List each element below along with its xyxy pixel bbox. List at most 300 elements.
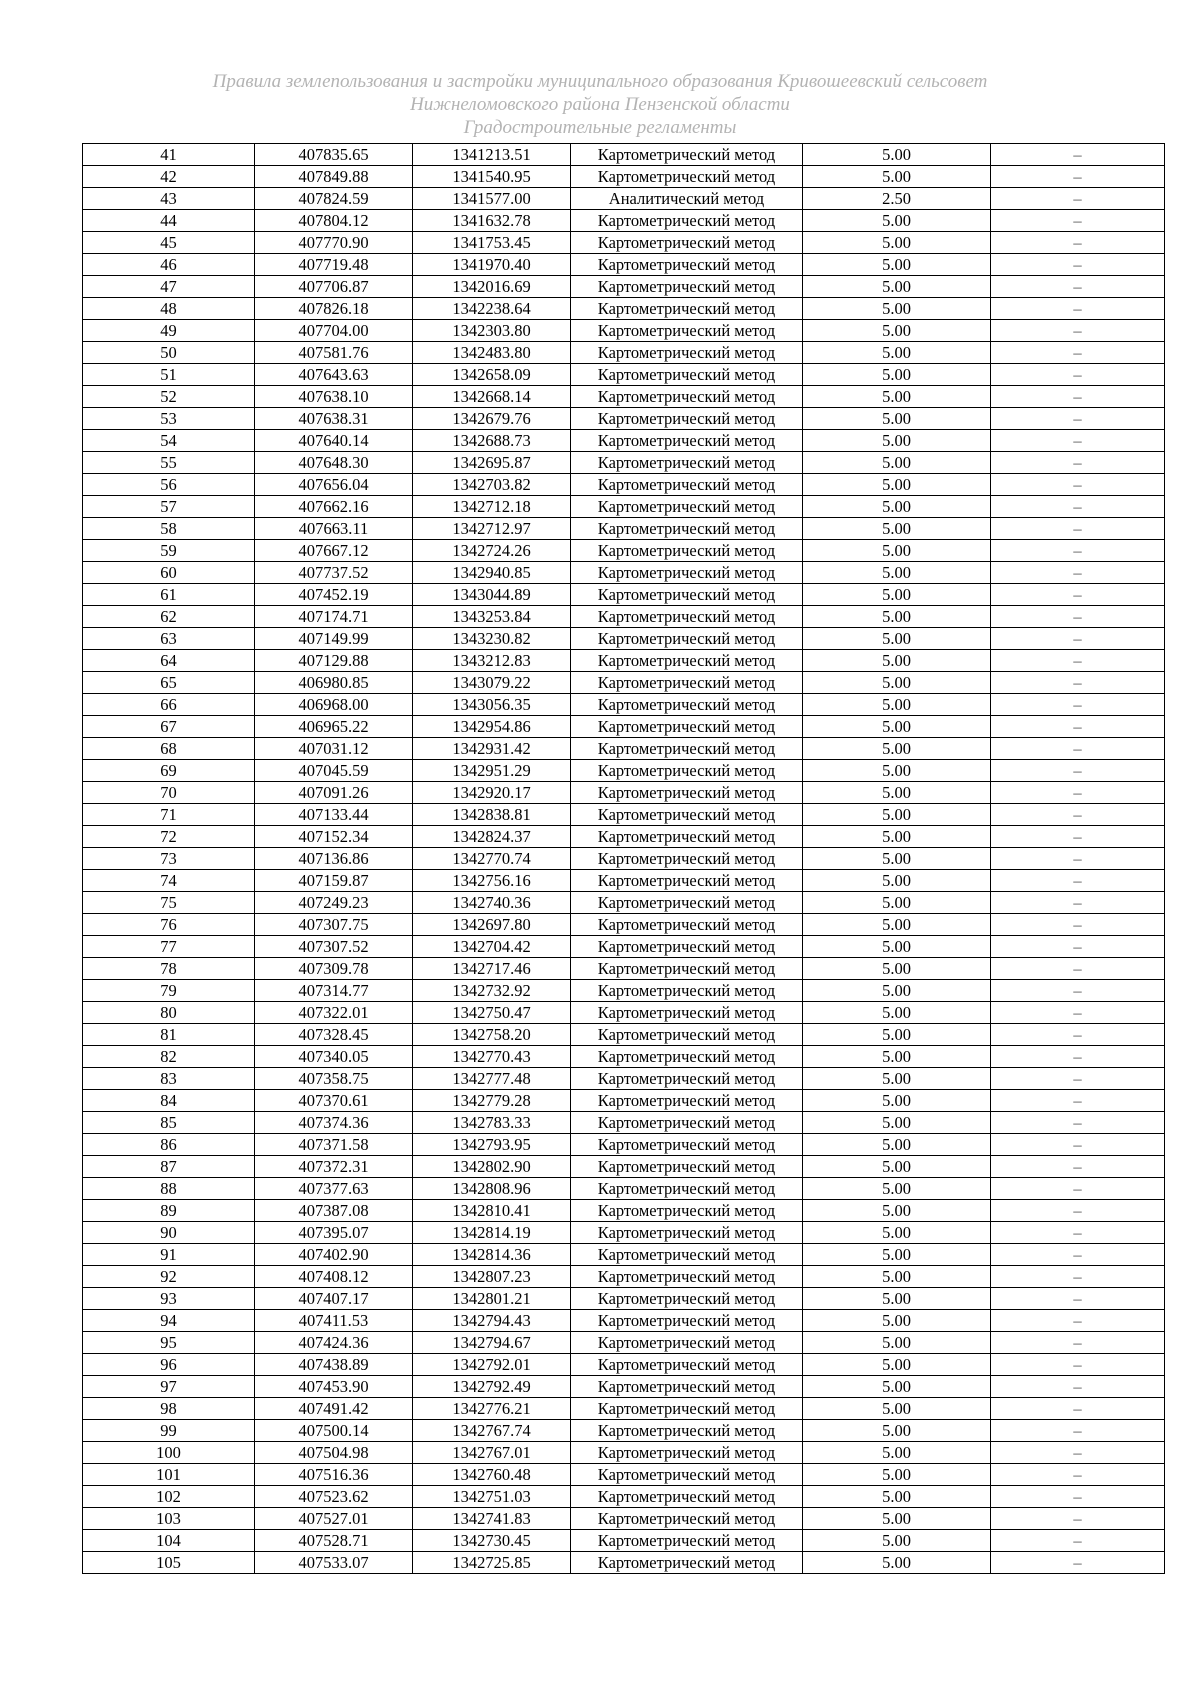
x-coordinate-cell: 407719.48 xyxy=(255,254,413,276)
x-coordinate-cell: 407249.23 xyxy=(255,892,413,914)
method-cell: Картометрический метод xyxy=(571,210,803,232)
accuracy-cell: 5.00 xyxy=(803,760,991,782)
y-coordinate-cell: 1343230.82 xyxy=(413,628,571,650)
x-coordinate-cell: 407152.34 xyxy=(255,826,413,848)
method-cell: Картометрический метод xyxy=(571,298,803,320)
note-cell: – xyxy=(991,848,1165,870)
point-number-cell: 53 xyxy=(83,408,255,430)
x-coordinate-cell: 407527.01 xyxy=(255,1508,413,1530)
method-cell: Картометрический метод xyxy=(571,1288,803,1310)
note-cell: – xyxy=(991,540,1165,562)
note-cell: – xyxy=(991,1310,1165,1332)
note-cell: – xyxy=(991,1112,1165,1134)
x-coordinate-cell: 407159.87 xyxy=(255,870,413,892)
method-cell: Картометрический метод xyxy=(571,1442,803,1464)
table-row xyxy=(83,738,1165,760)
method-cell: Картометрический метод xyxy=(571,1508,803,1530)
method-cell: Картометрический метод xyxy=(571,518,803,540)
table-row xyxy=(83,298,1165,320)
x-coordinate-cell: 407136.86 xyxy=(255,848,413,870)
table-row xyxy=(83,1420,1165,1442)
y-coordinate-cell: 1342838.81 xyxy=(413,804,571,826)
y-coordinate-cell: 1342016.69 xyxy=(413,276,571,298)
y-coordinate-cell: 1342751.03 xyxy=(413,1486,571,1508)
point-number-cell: 101 xyxy=(83,1464,255,1486)
accuracy-cell: 5.00 xyxy=(803,716,991,738)
accuracy-cell: 5.00 xyxy=(803,342,991,364)
accuracy-cell: 5.00 xyxy=(803,958,991,980)
method-cell: Картометрический метод xyxy=(571,892,803,914)
note-cell: – xyxy=(991,1530,1165,1552)
note-cell: – xyxy=(991,276,1165,298)
method-cell: Картометрический метод xyxy=(571,1552,803,1574)
y-coordinate-cell: 1342807.23 xyxy=(413,1266,571,1288)
point-number-cell: 74 xyxy=(83,870,255,892)
y-coordinate-cell: 1342770.74 xyxy=(413,848,571,870)
point-number-cell: 70 xyxy=(83,782,255,804)
accuracy-cell: 5.00 xyxy=(803,694,991,716)
accuracy-cell: 5.00 xyxy=(803,276,991,298)
coordinates-table-body xyxy=(83,144,1165,1574)
x-coordinate-cell: 407374.36 xyxy=(255,1112,413,1134)
note-cell: – xyxy=(991,936,1165,958)
y-coordinate-cell: 1342808.96 xyxy=(413,1178,571,1200)
x-coordinate-cell: 407411.53 xyxy=(255,1310,413,1332)
accuracy-cell: 5.00 xyxy=(803,1288,991,1310)
method-cell: Картометрический метод xyxy=(571,980,803,1002)
x-coordinate-cell: 407581.76 xyxy=(255,342,413,364)
accuracy-cell: 5.00 xyxy=(803,1332,991,1354)
point-number-cell: 69 xyxy=(83,760,255,782)
x-coordinate-cell: 407528.71 xyxy=(255,1530,413,1552)
accuracy-cell: 5.00 xyxy=(803,540,991,562)
x-coordinate-cell: 407770.90 xyxy=(255,232,413,254)
table-row xyxy=(83,1244,1165,1266)
accuracy-cell: 5.00 xyxy=(803,980,991,1002)
y-coordinate-cell: 1341753.45 xyxy=(413,232,571,254)
note-cell: – xyxy=(991,518,1165,540)
table-row xyxy=(83,958,1165,980)
point-number-cell: 79 xyxy=(83,980,255,1002)
accuracy-cell: 5.00 xyxy=(803,1178,991,1200)
table-row xyxy=(83,562,1165,584)
note-cell: – xyxy=(991,716,1165,738)
table-row xyxy=(83,804,1165,826)
y-coordinate-cell: 1342920.17 xyxy=(413,782,571,804)
y-coordinate-cell: 1343253.84 xyxy=(413,606,571,628)
table-row xyxy=(83,1354,1165,1376)
accuracy-cell: 5.00 xyxy=(803,166,991,188)
method-cell: Картометрический метод xyxy=(571,1178,803,1200)
x-coordinate-cell: 407402.90 xyxy=(255,1244,413,1266)
x-coordinate-cell: 407340.05 xyxy=(255,1046,413,1068)
method-cell: Картометрический метод xyxy=(571,364,803,386)
method-cell: Картометрический метод xyxy=(571,474,803,496)
point-number-cell: 49 xyxy=(83,320,255,342)
y-coordinate-cell: 1342810.41 xyxy=(413,1200,571,1222)
y-coordinate-cell: 1342824.37 xyxy=(413,826,571,848)
method-cell: Картометрический метод xyxy=(571,1002,803,1024)
y-coordinate-cell: 1342717.46 xyxy=(413,958,571,980)
accuracy-cell: 5.00 xyxy=(803,804,991,826)
method-cell: Картометрический метод xyxy=(571,1046,803,1068)
y-coordinate-cell: 1342767.01 xyxy=(413,1442,571,1464)
method-cell: Картометрический метод xyxy=(571,936,803,958)
point-number-cell: 90 xyxy=(83,1222,255,1244)
point-number-cell: 84 xyxy=(83,1090,255,1112)
page-header xyxy=(0,70,1200,139)
y-coordinate-cell: 1342794.43 xyxy=(413,1310,571,1332)
y-coordinate-cell: 1342951.29 xyxy=(413,760,571,782)
method-cell: Картометрический метод xyxy=(571,694,803,716)
note-cell: – xyxy=(991,496,1165,518)
note-cell: – xyxy=(991,166,1165,188)
note-cell: – xyxy=(991,606,1165,628)
accuracy-cell: 5.00 xyxy=(803,254,991,276)
note-cell: – xyxy=(991,826,1165,848)
x-coordinate-cell: 407424.36 xyxy=(255,1332,413,1354)
table-row xyxy=(83,188,1165,210)
y-coordinate-cell: 1342703.82 xyxy=(413,474,571,496)
y-coordinate-cell: 1342688.73 xyxy=(413,430,571,452)
x-coordinate-cell: 407129.88 xyxy=(255,650,413,672)
method-cell: Картометрический метод xyxy=(571,1486,803,1508)
x-coordinate-cell: 407667.12 xyxy=(255,540,413,562)
method-cell: Картометрический метод xyxy=(571,1068,803,1090)
note-cell: – xyxy=(991,628,1165,650)
accuracy-cell: 5.00 xyxy=(803,914,991,936)
x-coordinate-cell: 407648.30 xyxy=(255,452,413,474)
method-cell: Картометрический метод xyxy=(571,1156,803,1178)
note-cell: – xyxy=(991,914,1165,936)
y-coordinate-cell: 1342758.20 xyxy=(413,1024,571,1046)
accuracy-cell: 5.00 xyxy=(803,936,991,958)
table-row xyxy=(83,1222,1165,1244)
method-cell: Картометрический метод xyxy=(571,1024,803,1046)
accuracy-cell: 5.00 xyxy=(803,892,991,914)
accuracy-cell: 5.00 xyxy=(803,1552,991,1574)
point-number-cell: 73 xyxy=(83,848,255,870)
note-cell: – xyxy=(991,1046,1165,1068)
table-row xyxy=(83,496,1165,518)
table-row xyxy=(83,232,1165,254)
note-cell: – xyxy=(991,562,1165,584)
accuracy-cell: 5.00 xyxy=(803,650,991,672)
accuracy-cell: 5.00 xyxy=(803,430,991,452)
point-number-cell: 93 xyxy=(83,1288,255,1310)
y-coordinate-cell: 1343044.89 xyxy=(413,584,571,606)
point-number-cell: 94 xyxy=(83,1310,255,1332)
table-row xyxy=(83,1090,1165,1112)
table-row xyxy=(83,936,1165,958)
x-coordinate-cell: 407835.65 xyxy=(255,144,413,166)
coordinates-table xyxy=(82,143,1165,1574)
table-row xyxy=(83,1178,1165,1200)
y-coordinate-cell: 1342783.33 xyxy=(413,1112,571,1134)
accuracy-cell: 5.00 xyxy=(803,408,991,430)
point-number-cell: 76 xyxy=(83,914,255,936)
method-cell: Картометрический метод xyxy=(571,166,803,188)
method-cell: Картометрический метод xyxy=(571,1354,803,1376)
accuracy-cell: 5.00 xyxy=(803,738,991,760)
accuracy-cell: 5.00 xyxy=(803,1442,991,1464)
table-row xyxy=(83,364,1165,386)
y-coordinate-cell: 1342814.19 xyxy=(413,1222,571,1244)
accuracy-cell: 5.00 xyxy=(803,1310,991,1332)
point-number-cell: 98 xyxy=(83,1398,255,1420)
accuracy-cell: 5.00 xyxy=(803,452,991,474)
point-number-cell: 67 xyxy=(83,716,255,738)
note-cell: – xyxy=(991,298,1165,320)
method-cell: Картометрический метод xyxy=(571,716,803,738)
point-number-cell: 43 xyxy=(83,188,255,210)
point-number-cell: 68 xyxy=(83,738,255,760)
method-cell: Картометрический метод xyxy=(571,1332,803,1354)
accuracy-cell: 5.00 xyxy=(803,232,991,254)
table-row xyxy=(83,1508,1165,1530)
table-row xyxy=(83,1376,1165,1398)
y-coordinate-cell: 1342760.48 xyxy=(413,1464,571,1486)
note-cell: – xyxy=(991,1266,1165,1288)
y-coordinate-cell: 1343079.22 xyxy=(413,672,571,694)
note-cell: – xyxy=(991,1464,1165,1486)
note-cell: – xyxy=(991,694,1165,716)
note-cell: – xyxy=(991,1002,1165,1024)
table-row xyxy=(83,452,1165,474)
accuracy-cell: 5.00 xyxy=(803,1376,991,1398)
y-coordinate-cell: 1342931.42 xyxy=(413,738,571,760)
x-coordinate-cell: 407045.59 xyxy=(255,760,413,782)
accuracy-cell: 5.00 xyxy=(803,1134,991,1156)
point-number-cell: 54 xyxy=(83,430,255,452)
method-cell: Картометрический метод xyxy=(571,1222,803,1244)
accuracy-cell: 5.00 xyxy=(803,1244,991,1266)
y-coordinate-cell: 1342303.80 xyxy=(413,320,571,342)
table-row xyxy=(83,518,1165,540)
accuracy-cell: 5.00 xyxy=(803,584,991,606)
point-number-cell: 78 xyxy=(83,958,255,980)
note-cell: – xyxy=(991,1442,1165,1464)
x-coordinate-cell: 407452.19 xyxy=(255,584,413,606)
point-number-cell: 61 xyxy=(83,584,255,606)
accuracy-cell: 5.00 xyxy=(803,1464,991,1486)
table-row xyxy=(83,540,1165,562)
table-row xyxy=(83,870,1165,892)
note-cell: – xyxy=(991,870,1165,892)
method-cell: Картометрический метод xyxy=(571,628,803,650)
note-cell: – xyxy=(991,1486,1165,1508)
method-cell: Картометрический метод xyxy=(571,738,803,760)
accuracy-cell: 5.00 xyxy=(803,782,991,804)
method-cell: Картометрический метод xyxy=(571,430,803,452)
x-coordinate-cell: 407307.52 xyxy=(255,936,413,958)
x-coordinate-cell: 407307.75 xyxy=(255,914,413,936)
method-cell: Картометрический метод xyxy=(571,408,803,430)
y-coordinate-cell: 1341970.40 xyxy=(413,254,571,276)
x-coordinate-cell: 407662.16 xyxy=(255,496,413,518)
method-cell: Картометрический метод xyxy=(571,540,803,562)
accuracy-cell: 5.00 xyxy=(803,848,991,870)
point-number-cell: 71 xyxy=(83,804,255,826)
point-number-cell: 63 xyxy=(83,628,255,650)
point-number-cell: 75 xyxy=(83,892,255,914)
point-number-cell: 96 xyxy=(83,1354,255,1376)
y-coordinate-cell: 1341213.51 xyxy=(413,144,571,166)
table-row xyxy=(83,1310,1165,1332)
point-number-cell: 81 xyxy=(83,1024,255,1046)
table-row xyxy=(83,210,1165,232)
table-row xyxy=(83,1134,1165,1156)
table-row xyxy=(83,1200,1165,1222)
header-line-2: Нижнеломовского района Пензенской области xyxy=(410,94,790,115)
point-number-cell: 104 xyxy=(83,1530,255,1552)
table-row xyxy=(83,1068,1165,1090)
y-coordinate-cell: 1342740.36 xyxy=(413,892,571,914)
y-coordinate-cell: 1342779.28 xyxy=(413,1090,571,1112)
accuracy-cell: 5.00 xyxy=(803,606,991,628)
point-number-cell: 85 xyxy=(83,1112,255,1134)
point-number-cell: 60 xyxy=(83,562,255,584)
point-number-cell: 51 xyxy=(83,364,255,386)
note-cell: – xyxy=(991,1508,1165,1530)
point-number-cell: 100 xyxy=(83,1442,255,1464)
method-cell: Картометрический метод xyxy=(571,452,803,474)
point-number-cell: 50 xyxy=(83,342,255,364)
method-cell: Картометрический метод xyxy=(571,496,803,518)
y-coordinate-cell: 1342767.74 xyxy=(413,1420,571,1442)
table-row xyxy=(83,1024,1165,1046)
x-coordinate-cell: 407309.78 xyxy=(255,958,413,980)
x-coordinate-cell: 407516.36 xyxy=(255,1464,413,1486)
point-number-cell: 46 xyxy=(83,254,255,276)
method-cell: Аналитический метод xyxy=(571,188,803,210)
y-coordinate-cell: 1342679.76 xyxy=(413,408,571,430)
point-number-cell: 45 xyxy=(83,232,255,254)
table-row xyxy=(83,980,1165,1002)
accuracy-cell: 5.00 xyxy=(803,562,991,584)
point-number-cell: 59 xyxy=(83,540,255,562)
note-cell: – xyxy=(991,452,1165,474)
method-cell: Картометрический метод xyxy=(571,1464,803,1486)
method-cell: Картометрический метод xyxy=(571,606,803,628)
note-cell: – xyxy=(991,804,1165,826)
accuracy-cell: 5.00 xyxy=(803,870,991,892)
point-number-cell: 89 xyxy=(83,1200,255,1222)
point-number-cell: 62 xyxy=(83,606,255,628)
table-row xyxy=(83,1398,1165,1420)
table-row xyxy=(83,342,1165,364)
method-cell: Картометрический метод xyxy=(571,1090,803,1112)
x-coordinate-cell: 407370.61 xyxy=(255,1090,413,1112)
note-cell: – xyxy=(991,1068,1165,1090)
note-cell: – xyxy=(991,386,1165,408)
note-cell: – xyxy=(991,320,1165,342)
accuracy-cell: 5.00 xyxy=(803,1508,991,1530)
method-cell: Картометрический метод xyxy=(571,254,803,276)
point-number-cell: 83 xyxy=(83,1068,255,1090)
note-cell: – xyxy=(991,1156,1165,1178)
note-cell: – xyxy=(991,760,1165,782)
accuracy-cell: 5.00 xyxy=(803,1486,991,1508)
x-coordinate-cell: 407737.52 xyxy=(255,562,413,584)
y-coordinate-cell: 1342697.80 xyxy=(413,914,571,936)
table-row xyxy=(83,166,1165,188)
table-row xyxy=(83,716,1165,738)
accuracy-cell: 5.00 xyxy=(803,1024,991,1046)
y-coordinate-cell: 1342732.92 xyxy=(413,980,571,1002)
x-coordinate-cell: 407438.89 xyxy=(255,1354,413,1376)
x-coordinate-cell: 407826.18 xyxy=(255,298,413,320)
accuracy-cell: 5.00 xyxy=(803,496,991,518)
table-row xyxy=(83,1046,1165,1068)
accuracy-cell: 5.00 xyxy=(803,386,991,408)
accuracy-cell: 5.00 xyxy=(803,320,991,342)
y-coordinate-cell: 1342792.01 xyxy=(413,1354,571,1376)
point-number-cell: 64 xyxy=(83,650,255,672)
method-cell: Картометрический метод xyxy=(571,232,803,254)
y-coordinate-cell: 1342802.90 xyxy=(413,1156,571,1178)
point-number-cell: 91 xyxy=(83,1244,255,1266)
x-coordinate-cell: 406980.85 xyxy=(255,672,413,694)
method-cell: Картометрический метод xyxy=(571,870,803,892)
accuracy-cell: 5.00 xyxy=(803,628,991,650)
point-number-cell: 47 xyxy=(83,276,255,298)
method-cell: Картометрический метод xyxy=(571,1134,803,1156)
point-number-cell: 55 xyxy=(83,452,255,474)
x-coordinate-cell: 407638.10 xyxy=(255,386,413,408)
y-coordinate-cell: 1342483.80 xyxy=(413,342,571,364)
method-cell: Картометрический метод xyxy=(571,562,803,584)
method-cell: Картометрический метод xyxy=(571,1530,803,1552)
x-coordinate-cell: 407372.31 xyxy=(255,1156,413,1178)
x-coordinate-cell: 407533.07 xyxy=(255,1552,413,1574)
x-coordinate-cell: 407849.88 xyxy=(255,166,413,188)
table-row xyxy=(83,1486,1165,1508)
note-cell: – xyxy=(991,1222,1165,1244)
accuracy-cell: 2.50 xyxy=(803,188,991,210)
accuracy-cell: 5.00 xyxy=(803,1266,991,1288)
note-cell: – xyxy=(991,892,1165,914)
table-row xyxy=(83,892,1165,914)
note-cell: – xyxy=(991,584,1165,606)
method-cell: Картометрический метод xyxy=(571,342,803,364)
x-coordinate-cell: 407663.11 xyxy=(255,518,413,540)
note-cell: – xyxy=(991,364,1165,386)
accuracy-cell: 5.00 xyxy=(803,1068,991,1090)
note-cell: – xyxy=(991,342,1165,364)
accuracy-cell: 5.00 xyxy=(803,1398,991,1420)
table-row xyxy=(83,1288,1165,1310)
y-coordinate-cell: 1343212.83 xyxy=(413,650,571,672)
x-coordinate-cell: 407149.99 xyxy=(255,628,413,650)
y-coordinate-cell: 1341540.95 xyxy=(413,166,571,188)
table-row xyxy=(83,584,1165,606)
accuracy-cell: 5.00 xyxy=(803,1530,991,1552)
point-number-cell: 95 xyxy=(83,1332,255,1354)
x-coordinate-cell: 407322.01 xyxy=(255,1002,413,1024)
x-coordinate-cell: 407523.62 xyxy=(255,1486,413,1508)
table-row xyxy=(83,144,1165,166)
table-row xyxy=(83,1156,1165,1178)
y-coordinate-cell: 1341632.78 xyxy=(413,210,571,232)
x-coordinate-cell: 407824.59 xyxy=(255,188,413,210)
point-number-cell: 88 xyxy=(83,1178,255,1200)
header-line-3: Градостроительные регламенты xyxy=(463,117,737,138)
note-cell: – xyxy=(991,474,1165,496)
note-cell: – xyxy=(991,1200,1165,1222)
y-coordinate-cell: 1342777.48 xyxy=(413,1068,571,1090)
table-row xyxy=(83,848,1165,870)
